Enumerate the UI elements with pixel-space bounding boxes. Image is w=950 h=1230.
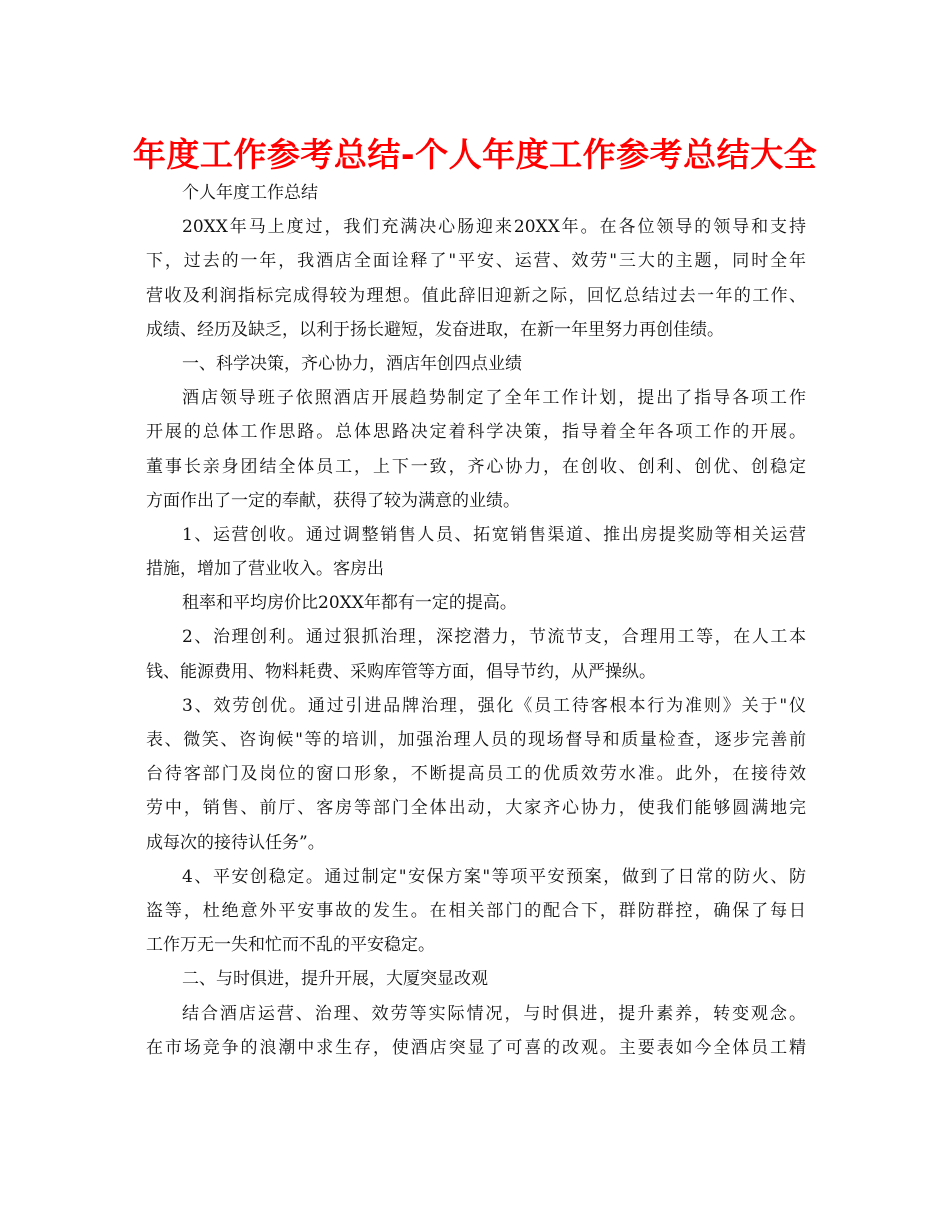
paragraph-line: 4、平安创稳定。通过制定"安保方案"等项平安预案，做到了日常的防火、防 [182,866,806,887]
paragraph-line: 2、治理创利。通过狠抓治理，深挖潜力，节流节支，合理用工等，在人工本 [182,627,806,648]
paragraph-line: 钱、能源费用、物料耗费、采购库管等方面，倡导节约，从严操纵。 [146,661,656,682]
paragraph-line: 成绩、经历及缺乏，以利于扬长避短，发奋进取，在新一年里努力再创佳绩。 [146,319,724,340]
paragraph-line: 台待客部门及岗位的窗口形象，不断提高员工的优质效劳水准。此外，在接待效 [146,764,806,785]
paragraph-line: 3、效劳创优。通过引进品牌治理，强化《员工待客根本行为准则》关于"仪 [182,695,806,716]
paragraph-line: 董事长亲身团结全体员工，上下一致，齐心协力，在创收、创利、创优、创稳定 [146,456,806,477]
section-heading: 一、科学决策，齐心协力，酒店年创四点业绩 [182,353,522,374]
paragraph-line: 措施，增加了营业收入。客房出 [146,559,384,580]
paragraph-line: 成每次的接待认任务”。 [146,832,325,853]
document-body [146,176,806,1065]
paragraph-line: 结合酒店运营、治理、效劳等实际情况，与时俱进，提升素养，转变观念。 [182,1003,806,1024]
paragraph-line: 表、微笑、咨询候"等的培训，加强治理人员的现场督导和质量检查，逐步完善前 [146,730,806,750]
section-subtitle: 个人年度工作总结 [182,183,318,203]
document-title: 年度工作参考总结-个人年度工作参考总结大全 [132,135,818,174]
paragraph-line: 在市场竞争的浪潮中求生存，使酒店突显了可喜的改观。主要表如今全体员工精 [146,1037,806,1058]
section-heading: 二、与时俱进，提升开展，大厦突显改观 [182,969,488,990]
paragraph-line: 工作万无一失和忙而不乱的平安稳定。 [146,935,435,956]
paragraph-line: 下，过去的一年，我酒店全面诠释了"平安、运营、效劳"三大的主题，同时全年 [146,251,806,272]
paragraph-line: 租率和平均房价比20XX年都有一定的提高。 [182,593,517,614]
paragraph-line: 营收及利润指标完成得较为理想。值此辞旧迎新之际，回忆总结过去一年的工作、 [146,285,806,306]
paragraph-line: 20XX年马上度过，我们充满决心肠迎来20XX年。在各位领导的领导和支持 [182,217,806,238]
paragraph-line: 酒店领导班子依照酒店开展趋势制定了全年工作计划，提出了指导各项工作 [182,388,806,409]
paragraph-line: 开展的总体工作思路。总体思路决定着科学决策，指导着全年各项工作的开展。 [146,422,806,443]
paragraph-line: 方面作出了一定的奉献，获得了较为满意的业绩。 [146,490,520,511]
paragraph-line: 盗等，杜绝意外平安事故的发生。在相关部门的配合下，群防群控，确保了每日 [146,900,806,921]
paragraph-line: 劳中，销售、前厅、客房等部门全体出动，大家齐心协力，使我们能够圆满地完 [146,798,806,819]
paragraph-line: 1、运营创收。通过调整销售人员、拓宽销售渠道、推出房提奖励等相关运营 [182,524,806,545]
